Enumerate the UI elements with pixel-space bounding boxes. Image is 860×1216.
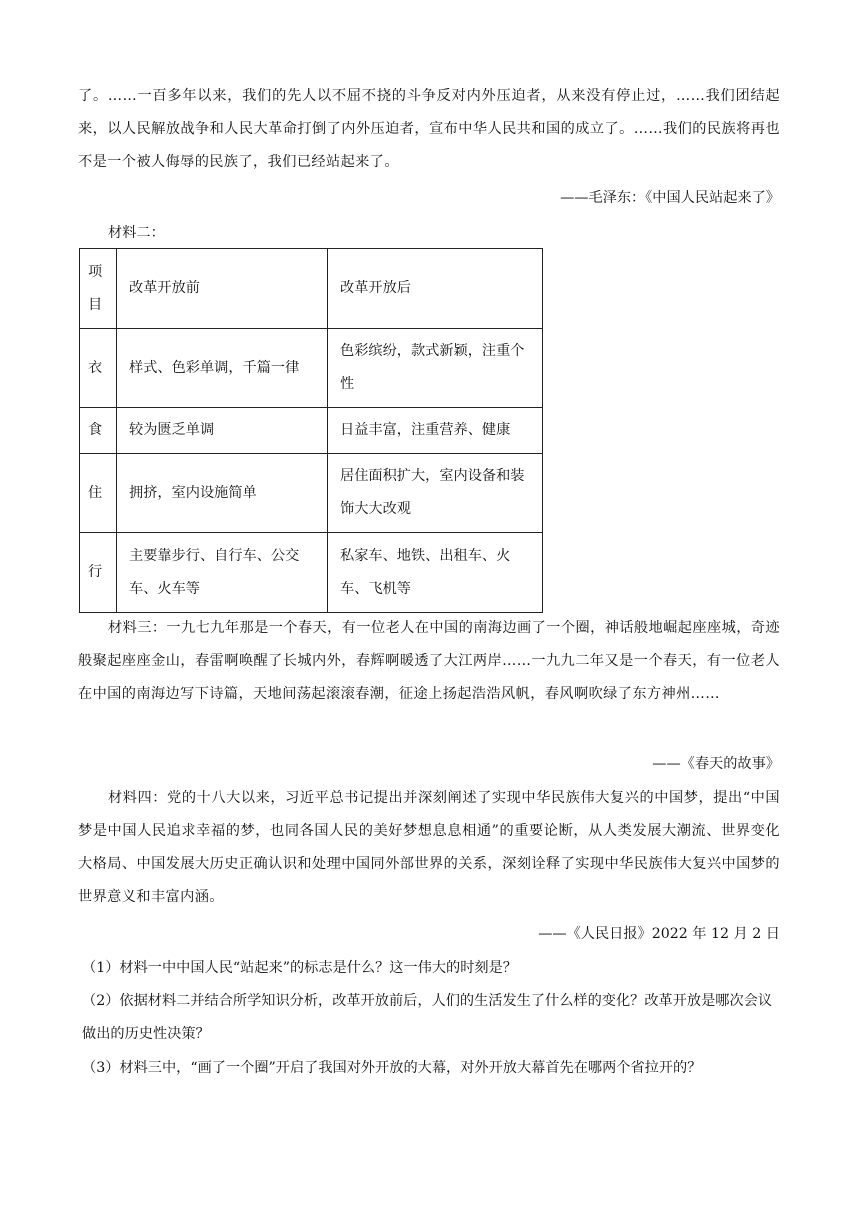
table-header-cell: 项目 (80, 249, 117, 329)
table-header-cell: 改革开放后 (328, 249, 543, 329)
question-1: （1）材料一中中国人民“站起来”的标志是什么？这一伟大的时刻是？ (82, 960, 517, 976)
table-cell: 主要靠步行、自行车、公交车、火车等 (117, 533, 328, 613)
material3-text: 材料三：一九七九年那是一个春天，有一位老人在中国的南海边画了一个圈，神话般地崛起座座城，奇迹般聚起座座金山，春雷啊唤醒了长城内外，春辉啊暖透了大江两岸……一九九二年又是一个春天，有一位老人在中国的南海边写下诗篇，天地间荡起滚滚春潮，征途上扬起浩浩风帆，春风啊吹绿了东方神州…… (78, 620, 780, 702)
table-cell: 住 (80, 454, 117, 533)
table-row (80, 329, 543, 408)
table-header-cell: 改革开放前 (117, 249, 328, 329)
comparison-table (79, 248, 543, 613)
table-cell: 居住面积扩大，室内设备和装饰大大改观 (328, 454, 543, 533)
material3-source: ——《春天的故事》 (652, 756, 780, 772)
table-cell: 行 (80, 533, 117, 613)
table-cell: 色彩缤纷，款式新颖，注重个性 (328, 329, 543, 408)
table-cell: 日益丰富，注重营养、健康 (328, 408, 543, 454)
table-cell: 衣 (80, 329, 117, 408)
question-3: （3）材料三中，“画了一个圈”开启了我国对外开放的大幕，对外开放大幕首先在哪两个省拉开的？ (82, 1060, 702, 1076)
question-2: （2）依据材料二并结合所学知识分析，改革开放前后，人们的生活发生了什么样的变化？改革开放是哪次会议做出的历史性决策？ (82, 993, 773, 1042)
material1-text: 了。……一百多年以来，我们的先人以不屈不挠的斗争反对内外压迫者，从来没有停止过，……我们团结起来，以人民解放战争和人民大革命打倒了内外压迫者，宣布中华人民共和国的成立了。……我们的民族将再也不是一个被人侮辱的民族了，我们已经站起来了。 (78, 88, 780, 170)
table-header-row (80, 249, 543, 329)
table-row (80, 533, 543, 613)
table-cell: 拥挤，室内设施简单 (117, 454, 328, 533)
material1-source: ——毛泽东：《中国人民站起来了》 (560, 190, 780, 206)
table-row (80, 408, 543, 454)
material4-source: ——《人民日报》2022 年 12 月 2 日 (538, 926, 780, 942)
table-cell: 食 (80, 408, 117, 454)
table-row (80, 454, 543, 533)
material2-label: 材料二： (108, 225, 165, 241)
table-cell: 样式、色彩单调，千篇一律 (117, 329, 328, 408)
table-cell: 较为匮乏单调 (117, 408, 328, 454)
table-cell: 私家车、地铁、出租车、火车、飞机等 (328, 533, 543, 613)
material4-text: 材料四：党的十八大以来，习近平总书记提出并深刻阐述了实现中华民族伟大复兴的中国梦，提出“中国梦是中国人民追求幸福的梦，也同各国人民的美好梦想息息相通”的重要论断，从人类发展大潮流、世界变化大格局、中国发展大历史正确认识和处理中国同外部世界的关系，深刻诠释了实现中华民族伟大复兴中国梦的世界意义和丰富内涵。 (78, 790, 780, 905)
